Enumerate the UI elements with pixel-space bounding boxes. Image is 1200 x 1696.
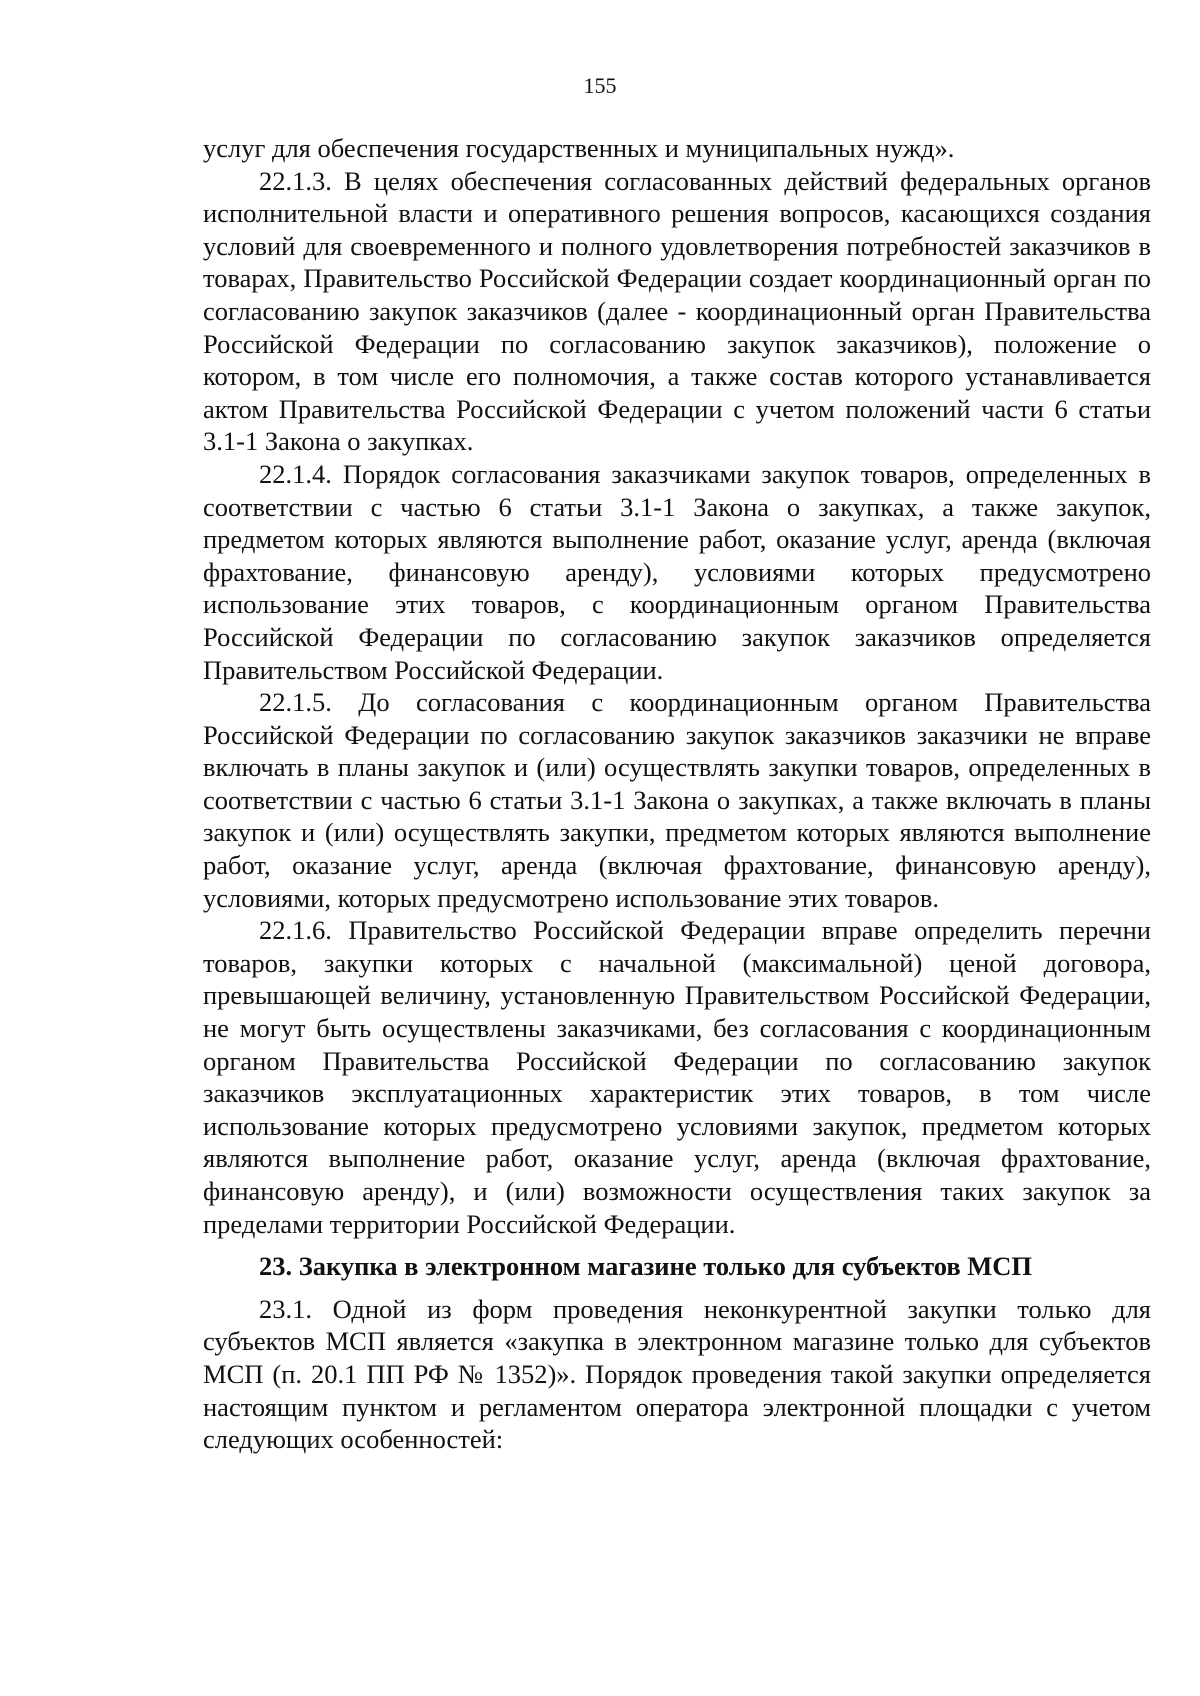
- paragraph-22-1-6: 22.1.6. Правительство Российской Федерации вправе определить перечни товаров, закупки которых с начальной (максимальной) ценой договора, превышающей величину, установленную Правительством Российской Федерации, не могут быть осуществлены заказчиками, без согласования с координационным органом Правительства Российской Федерации по согласованию закупок заказчиков эксплуатационных характеристик этих товаров, в том числе использование которых предусмотрено условиями закупок, предметом которых являются выполнение работ, оказание услуг, аренда (включая фрахтование, финансовую аренду), и (или) возможности осуществления таких закупок за пределами территории Российской Федерации.: [203, 915, 1151, 1239]
- page-number: 155: [583, 73, 617, 98]
- paragraph-continuation: услуг для обеспечения государственных и муниципальных нужд».: [203, 133, 955, 163]
- paragraph-22-1-4: 22.1.4. Порядок согласования заказчиками закупок товаров, определенных в соответствии с частью 6 статьи 3.1-1 Закона о закупках, а также закупок, предметом которых являются выполнение работ, оказание услуг, аренда (включая фрахтование, финансовую аренду), условиями которых предусмотрено использование этих товаров, с координационным органом Правительства Российской Федерации по согласованию закупок заказчиков определяется Правительством Российской Федерации.: [203, 458, 1151, 685]
- paragraph-23-1: 23.1. Одной из форм проведения неконкурентной закупки только для субъектов МСП является «закупка в электронном магазине только для субъектов МСП (п. 20.1 ПП РФ № 1352)». Порядок проведения такой закупки определяется настоящим пунктом и регламентом оператора электронной площадки с учетом следующих особенностей:: [203, 1293, 1151, 1455]
- document-body: [203, 132, 1151, 1456]
- paragraph-22-1-3: 22.1.3. В целях обеспечения согласованных действий федеральных органов исполнительной власти и оперативного решения вопросов, касающихся создания условий для своевременного и полного удовлетворения потребностей заказчиков в товарах, Правительство Российской Федерации создает координационный орган по согласованию закупок заказчиков (далее - координационный орган Правительства Российской Федерации по согласованию закупок заказчиков), положение о котором, в том числе его полномочия, а также состав которого устанавливается актом Правительства Российской Федерации с учетом положений части 6 статьи 3.1-1 Закона о закупках.: [203, 165, 1151, 457]
- section-heading-23: 23. Закупка в электронном магазине только для субъектов МСП: [259, 1251, 1033, 1282]
- paragraph-22-1-5: 22.1.5. До согласования с координационным органом Правительства Российской Федерации по согласованию закупок заказчиков заказчики не вправе включать в планы закупок и (или) осуществлять закупки товаров, определенных в соответствии с частью 6 статьи 3.1-1 Закона о закупках, а также включать в планы закупок и (или) осуществлять закупки, предметом которых являются выполнение работ, оказание услуг, аренда (включая фрахтование, финансовую аренду), условиями, которых предусмотрено использование этих товаров.: [203, 687, 1151, 913]
